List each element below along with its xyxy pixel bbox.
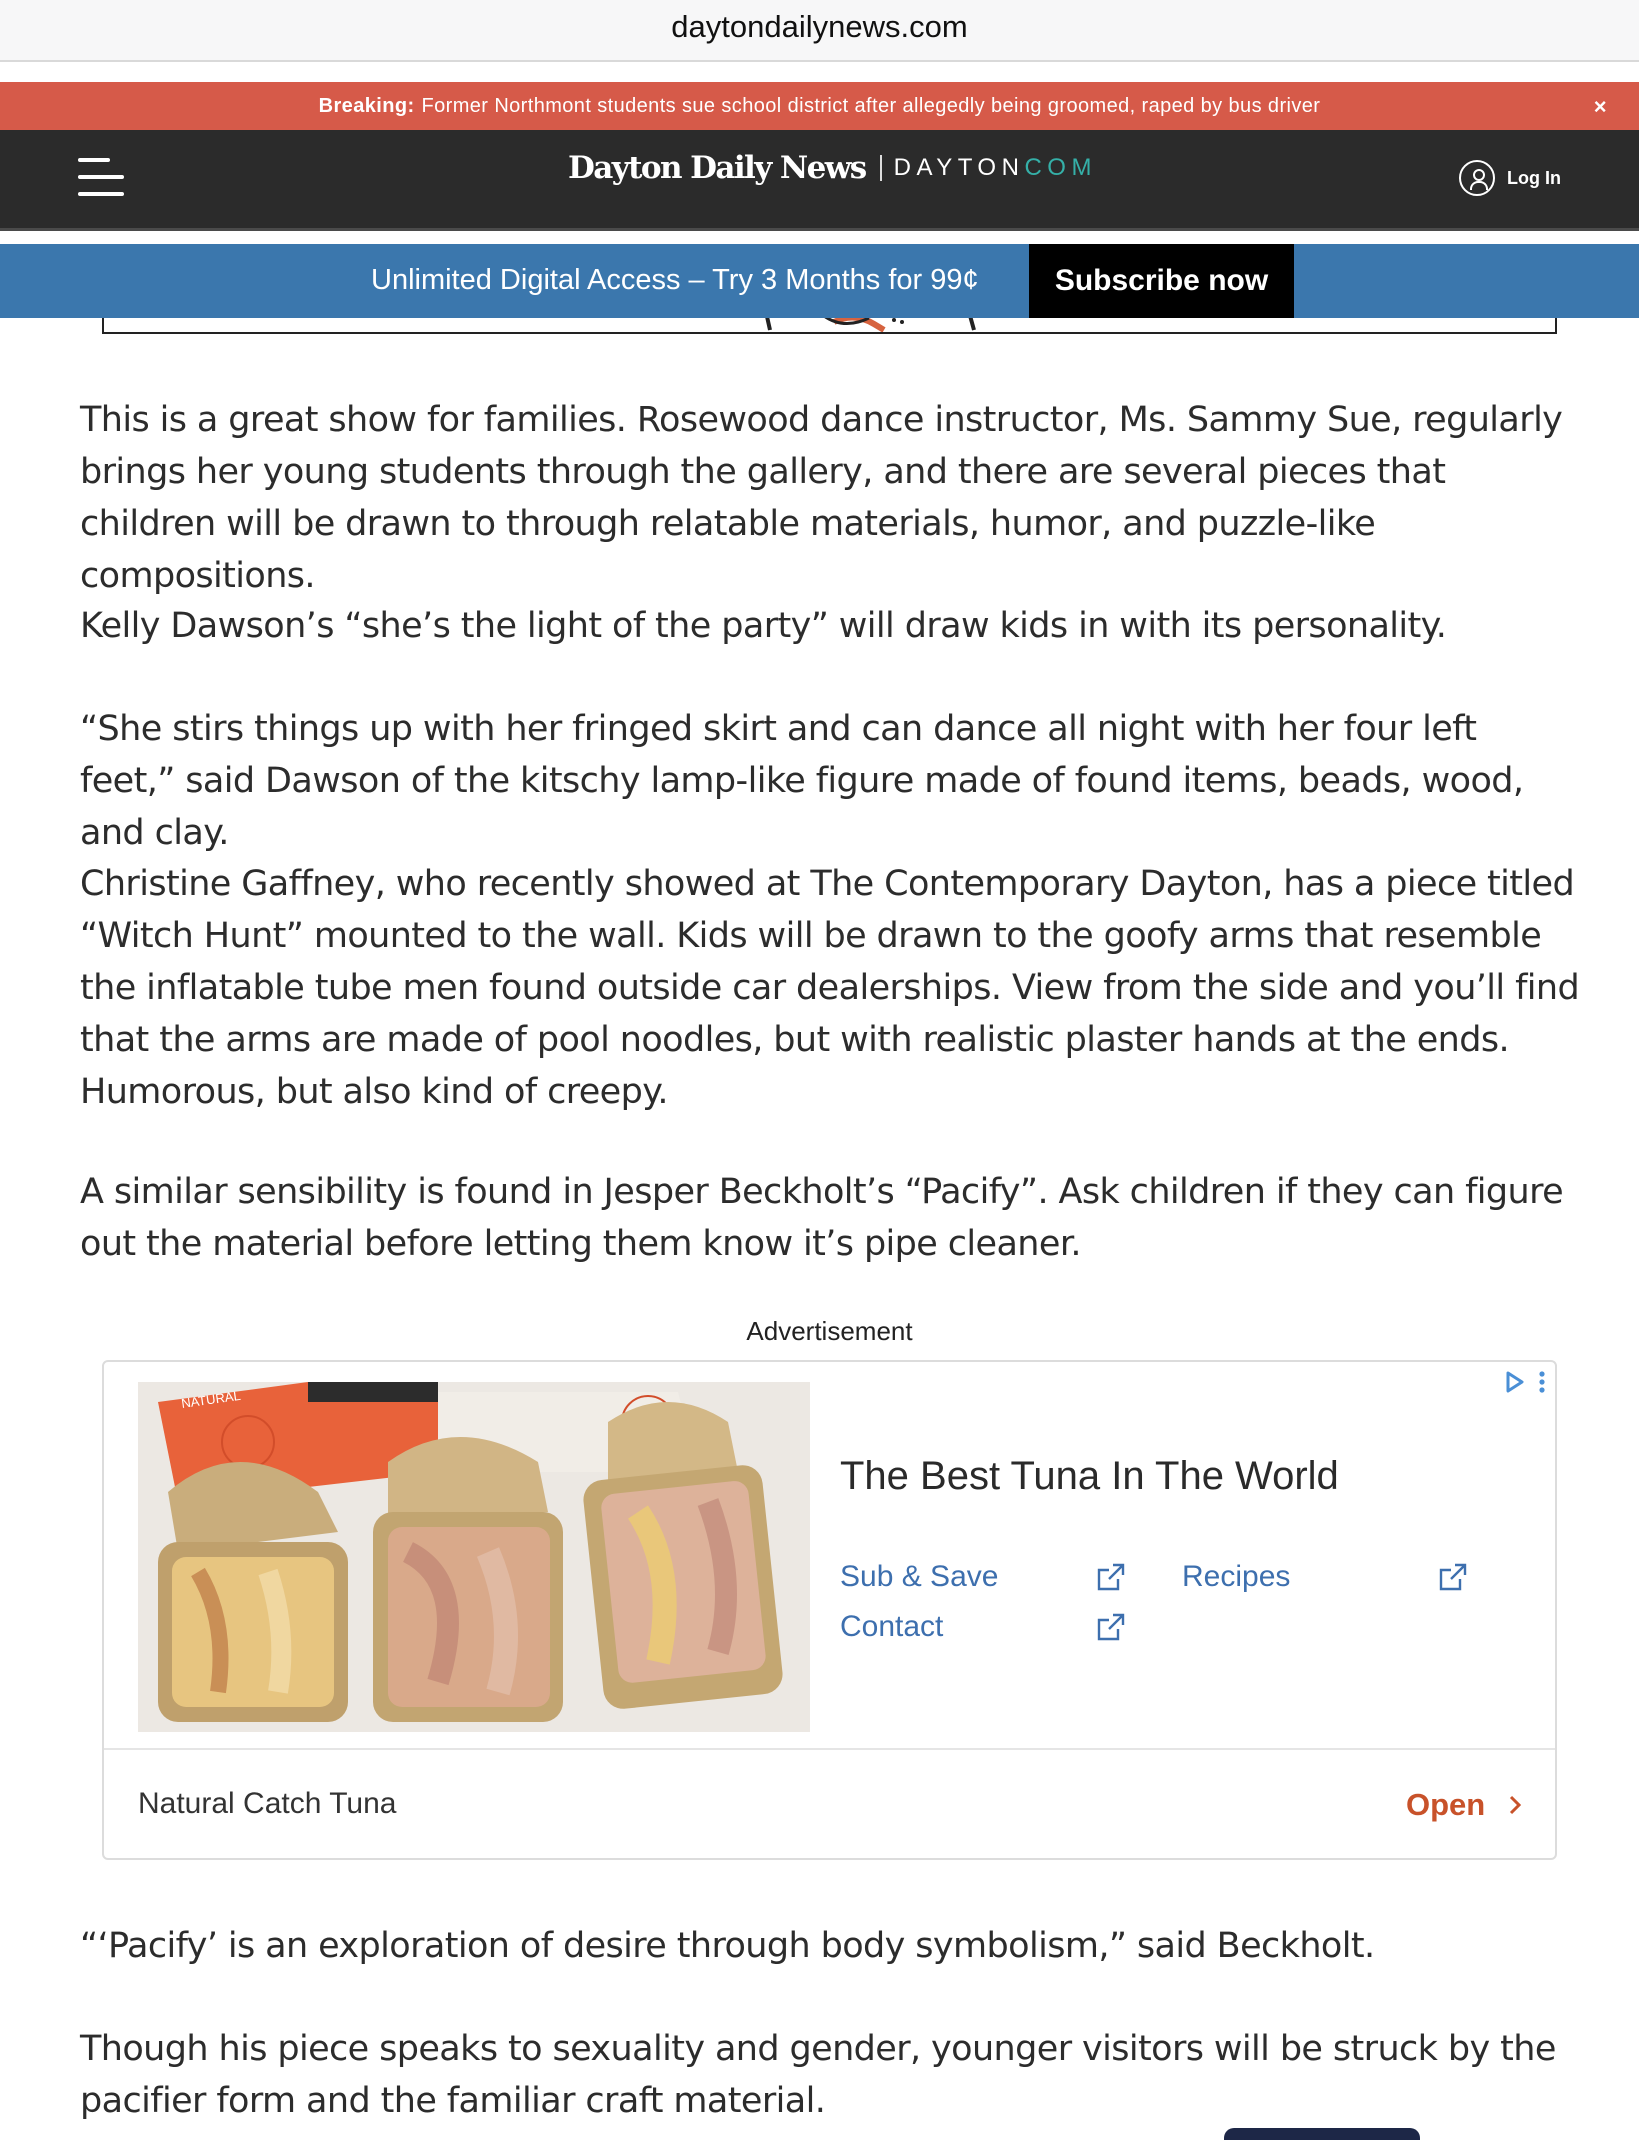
browser-url-bar[interactable]	[0, 0, 1639, 62]
ad-link-contact[interactable]: Contact	[840, 1610, 944, 1643]
brand-name: Dayton Daily News	[568, 150, 866, 186]
brand-dayton: DAYTON	[893, 154, 1025, 181]
ad-advertiser[interactable]: Natural Catch Tuna	[138, 1787, 397, 1820]
site-header	[0, 130, 1639, 231]
ad-link-sub-save[interactable]: Sub & Save	[840, 1560, 999, 1593]
breaking-headline[interactable]: Former Northmont students sue school district after allegedly being groomed, raped by bus driver	[421, 94, 1321, 117]
article-paragraph: Kelly Dawson’s “she’s the light of the party” will draw kids in with its personality.	[80, 606, 1447, 646]
tuna-cans-illustration	[138, 1382, 810, 1732]
article-paragraph: Christine Gaffney, who recently showed at The Contemporary Dayton, has a piece titled “Witch Hunt” mounted to the wall. Kids will be drawn to the goofy arms that resemble the inflatable tube men found outside car dealerships. View from the side and you’ll find that the arms are made of pool noodles, but with realistic plaster hands at the ends. Humorous, but also kind of creepy.	[80, 864, 1580, 1112]
image-brand-text: NATURAL	[180, 1387, 242, 1411]
chevron-right-icon	[1506, 1793, 1524, 1817]
article-paragraph: “‘Pacify’ is an exploration of desire through body symbolism,” said Beckholt.	[80, 1926, 1375, 1966]
article-paragraph: “She stirs things up with her fringed skirt and can dance all night with her four left feet,” said Dawson of the kitschy lamp-like figure made of found items, beads, wood, and clay.	[80, 709, 1524, 853]
ad-headline[interactable]: The Best Tuna In The World	[840, 1454, 1339, 1498]
site-logo[interactable]	[568, 150, 1097, 186]
login-label: Log In	[1507, 167, 1561, 188]
close-icon[interactable]: ×	[1593, 94, 1607, 119]
tuna-cans-image[interactable]	[138, 1382, 810, 1732]
image-frame-remnant	[102, 316, 1557, 334]
ad-divider	[104, 1748, 1555, 1750]
user-icon	[1459, 160, 1495, 196]
breaking-label: Breaking:	[318, 94, 415, 117]
ad-open-button[interactable]	[1406, 1787, 1524, 1823]
external-link-icon[interactable]	[1096, 1612, 1126, 1642]
subscribe-offer[interactable]: Unlimited Digital Access – Try 3 Months for 99¢	[371, 264, 979, 296]
breaking-news-banner[interactable]	[0, 82, 1639, 130]
brand-divider	[880, 155, 882, 181]
external-link-icon[interactable]	[1096, 1562, 1126, 1592]
brand-com: COM	[1024, 154, 1097, 181]
url-text[interactable]: daytondailynews.com	[671, 9, 968, 44]
login-button[interactable]	[1459, 160, 1561, 196]
advertisement-label: Advertisement	[746, 1316, 913, 1346]
article-paragraph: Though his piece speaks to sexuality and gender, younger visitors will be struck by the pacifier form and the familiar craft material.	[80, 2029, 1556, 2121]
adchoices-icon[interactable]	[1498, 1368, 1550, 1396]
subscribe-bar	[0, 244, 1639, 318]
menu-icon[interactable]	[78, 158, 124, 202]
article-paragraph: A similar sensibility is found in Jesper Beckholt’s “Pacify”. Ask children if they can figure out the material before letting them know it’s pipe cleaner.	[80, 1172, 1564, 1264]
advertisement[interactable]	[102, 1360, 1557, 1860]
article-paragraph: This is a great show for families. Rosewood dance instructor, Ms. Sammy Sue, regularly brings her young students through the gallery, and there are several pieces that children will be drawn to through relatable materials, humor, and puzzle-like compositions.	[80, 400, 1563, 596]
ad-link-recipes[interactable]: Recipes	[1182, 1560, 1291, 1593]
ad-open-label: Open	[1406, 1787, 1486, 1822]
external-link-icon[interactable]	[1438, 1562, 1468, 1592]
subscribe-button[interactable]: Subscribe now	[1029, 244, 1294, 318]
floating-button[interactable]	[1224, 2128, 1420, 2140]
